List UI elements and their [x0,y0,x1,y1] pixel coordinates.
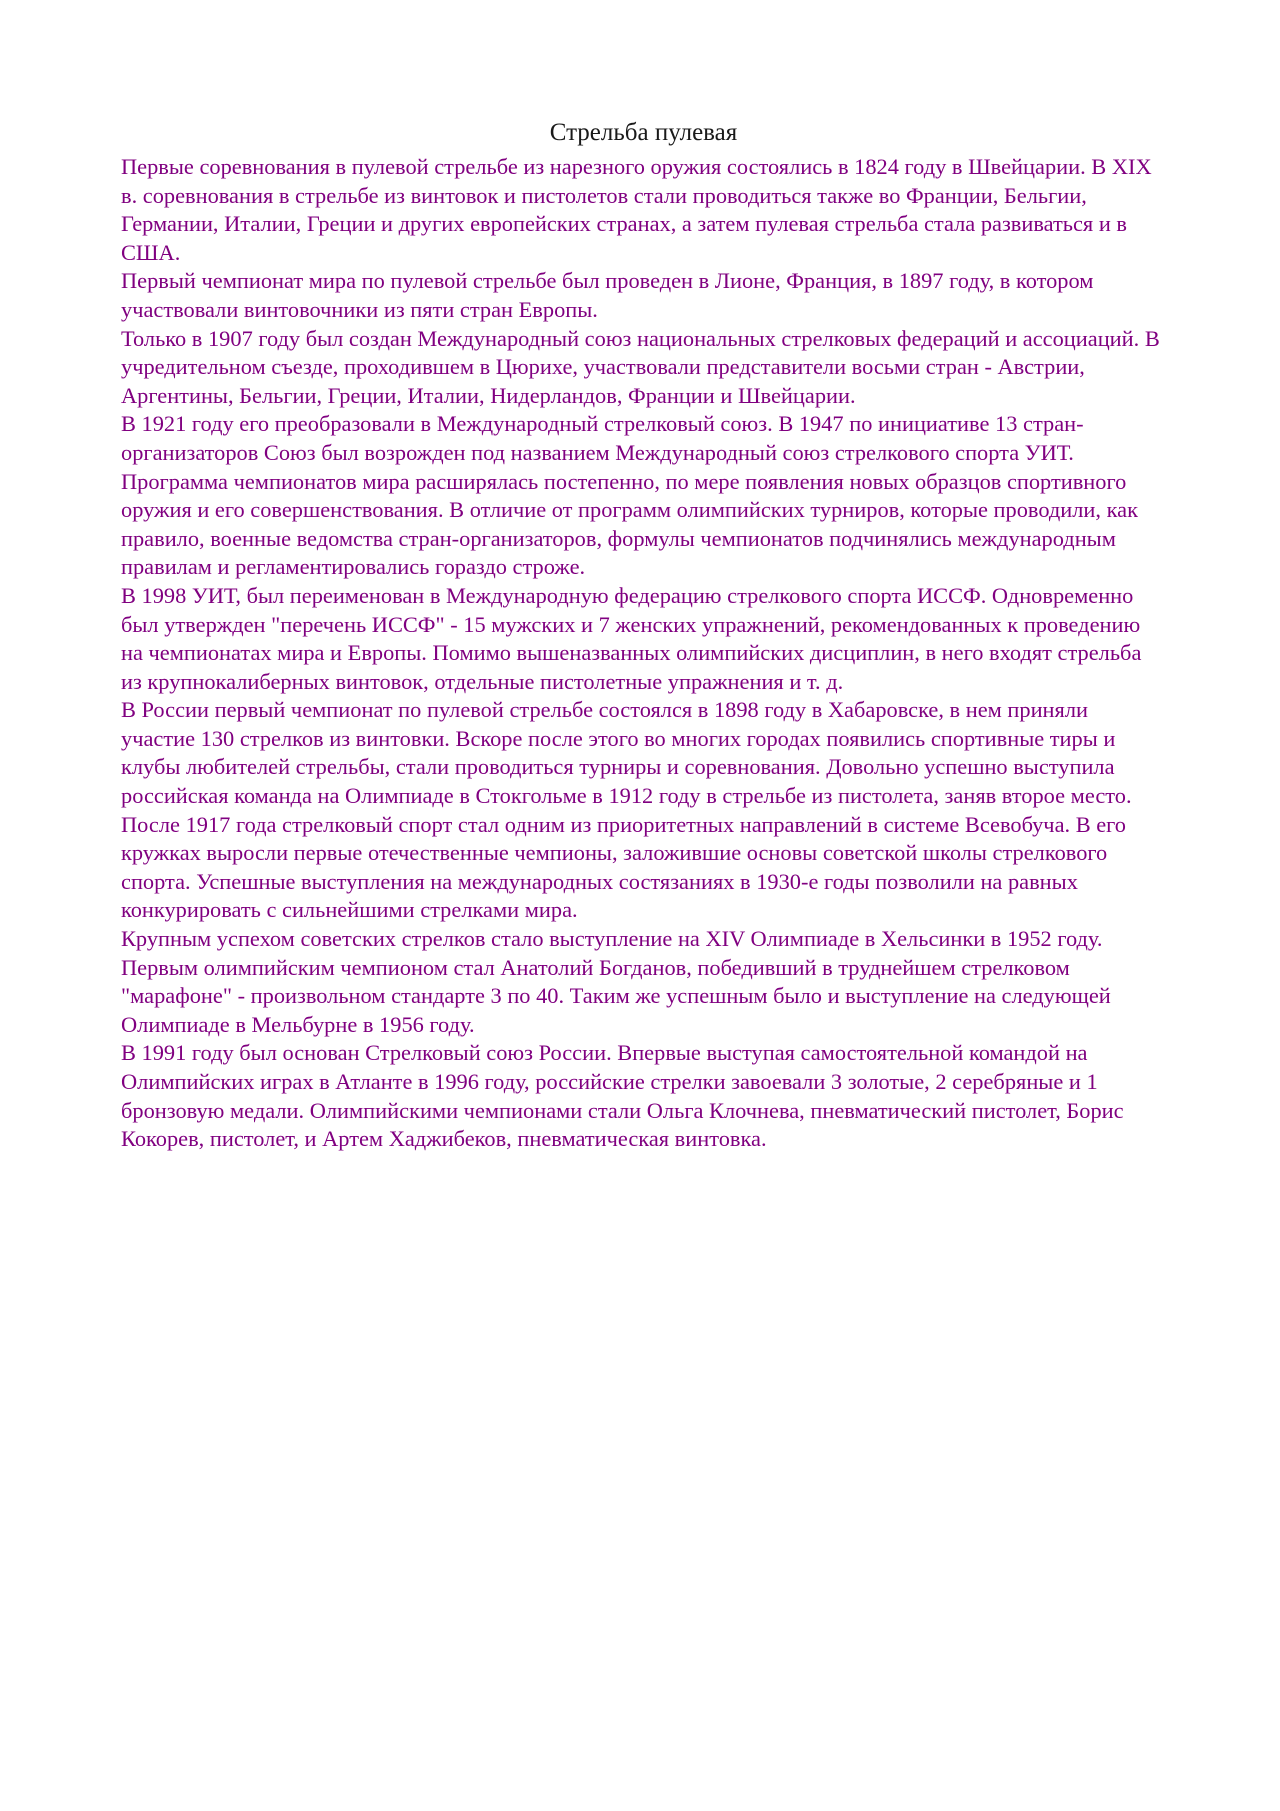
paragraph-2: Первый чемпионат мира по пулевой стрельбе был проведен в Лионе, Франция, в 1897 году, в котором участвовали винтовочники из пяти стран Европы. [121,268,1094,322]
paragraph-6: В 1998 УИТ, был переименован в Международную федерацию стрелкового спорта ИССФ. Одновременно был утвержден "перечень ИССФ" - 15 мужских и 7 женских упражнений, рекомендованных к проведению на чемпионатах мира и Европы. Помимо вышеназванных олимпийских дисциплин, в него входят стрельба из крупнокалиберных винтовок, отдельные пистолетные упражнения и т. д. [121,582,1142,694]
document-body [121,153,1166,1154]
paragraph-7: В России первый чемпионат по пулевой стрельбе состоялся в 1898 году в Хабаровске, в нем приняли участие 130 стрелков из винтовки. Вскоре после этого во многих городах появились спортивные тиры и клубы любителей стрельбы, стали проводиться турниры и соревнования. Довольно успешно выступила российская команда на Олимпиаде в Стокгольме в 1912 году в стрельбе из пистолета, заняв второе место. [121,697,1132,809]
paragraph-9: Крупным успехом советских стрелков стало выступление на XIV Олимпиаде в Хельсинки в 1952 году. Первым олимпийским чемпионом стал Анатолий Богданов, победивший в труднейшем стрелковом "марафоне" - произвольном стандарте 3 по 40. Таким же успешным было и выступление на следующей Олимпиаде в Мельбурне в 1956 году. [121,926,1111,1037]
paragraph-8: После 1917 года стрелковый спорт стал одним из приоритетных направлений в системе Всевобуча. В его кружках выросли первые отечественные чемпионы, заложившие основы советской школы стрелкового спорта. Успешные выступления на международных состязаниях в 1930-е годы позволили на равных конкурировать с сильнейшими стрелками мира. [121,811,1126,923]
page-title: Стрельба пулевая [549,119,738,146]
paragraph-1: Первые соревнования в пулевой стрельбе из нарезного оружия состоялись в 1824 году в Швейцарии. В XIX в. соревнования в стрельбе из винтовок и пистолетов стали проводиться также во Франции, Бельгии, Германии, Италии, Греции и других европейских странах, а затем пулевая стрельба стала развиваться и в США. [121,154,1152,265]
paragraph-10: В 1991 году был основан Стрелковый союз России. Впервые выступая самостоятельной командой на Олимпийских играх в Атланте в 1996 году, российские стрелки завоевали 3 золотые, 2 серебряные и 1 бронзовую медали. Олимпийскими чемпионами стали Ольга Клочнева, пневматический пистолет, Борис Кокорев, пистолет, и Артем Хаджибеков, пневматическая винтовка. [121,1040,1124,1152]
document-page [121,118,1166,1154]
paragraph-5: Программа чемпионатов мира расширялась постепенно, по мере появления новых образцов спортивного оружия и его совершенствования. В отличие от программ олимпийских турниров, которые проводили, как правило, военные ведомства стран-организаторов, формулы чемпионатов подчинялись международным правилам и регламентировались гораздо строже. [121,468,1138,580]
paragraph-4: В 1921 году его преобразовали в Международный стрелковый союз. В 1947 по инициативе 13 стран-организаторов Союз был возрожден под названием Международный союз стрелкового спорта УИТ. [121,411,1084,465]
paragraph-3: Только в 1907 году был создан Международный союз национальных стрелковых федераций и ассоциаций. В учредительном съезде, проходившем в Цюрихе, участвовали представители восьми стран - Австрии, Аргентины, Бельгии, Греции, Италии, Нидерландов, Франции и Швейцарии. [121,325,1160,408]
